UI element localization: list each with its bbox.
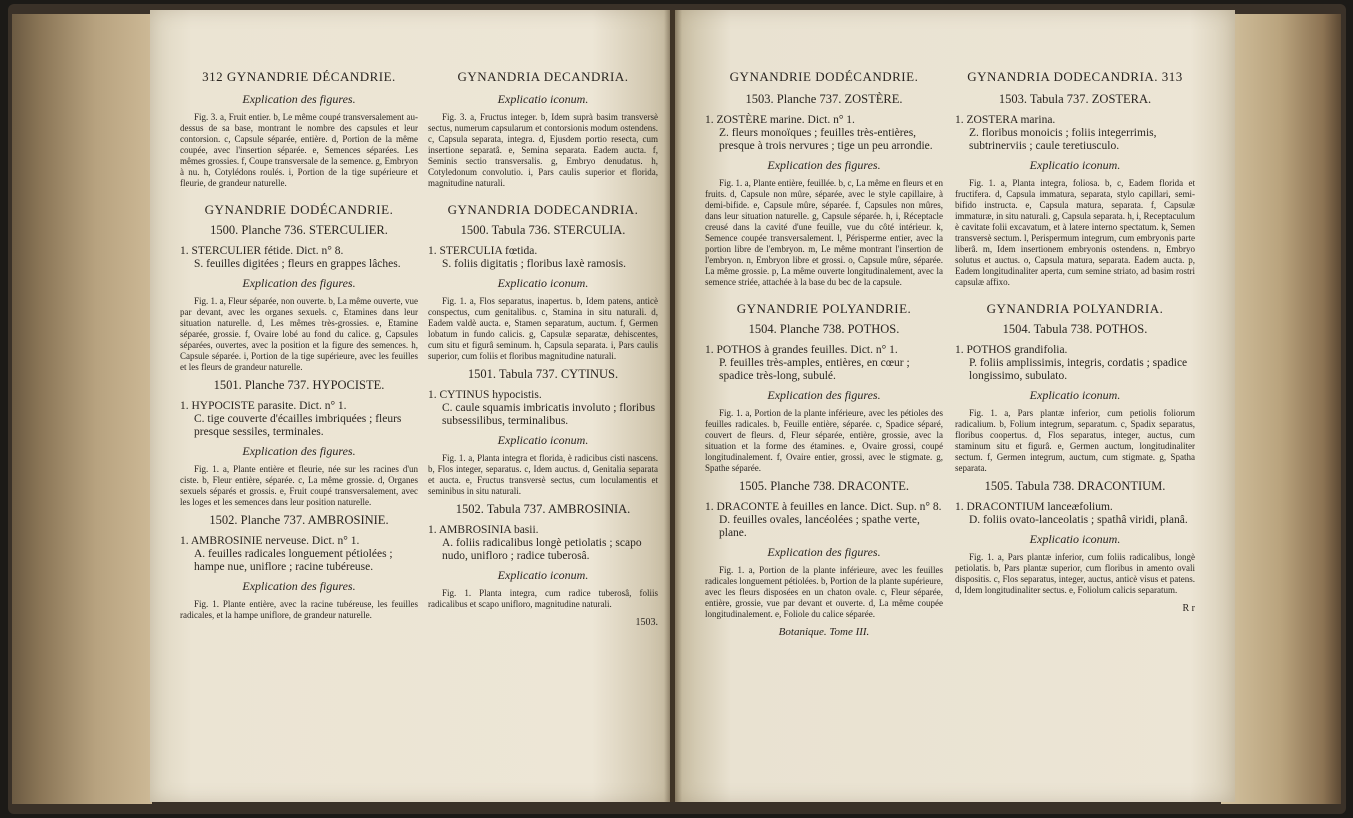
- species-description: S. feuilles digitées ; fleurs en grappes lâches.: [194, 258, 401, 270]
- species-description: P. feuilles très-amples, entières, en cœur ; spadice très-long, subulé.: [719, 357, 910, 382]
- species-entry: [955, 344, 1195, 383]
- explication-heading: Explication des figures.: [767, 158, 881, 172]
- explication-text: Fig. 1. Planta integra, cum radice tuberosâ, foliis radicalibus et scapo unifloro, magnitudine naturali.: [428, 588, 658, 609]
- species-name: 1. STERCULIA fœtida.: [428, 245, 538, 257]
- plate-heading: 1502. Tabula 737. AMBROSINIA.: [455, 502, 631, 516]
- explication-heading: Explicatio iconum.: [497, 276, 589, 290]
- explication-text: Fig. 1. a, Portion de la plante inférieure, avec les feuilles radicales longuement pétiolées. b, Portion de la plante supérieure, avec les fleurs disposées en un chaton ovale. c, Fleur séparée, entière, grossie, vue par devant et ouverte. d, La même coupée longitudinalement. e, Foliole du calice séparée.: [705, 565, 943, 619]
- plate-heading: 1503. Planche 737. ZOSTÈRE.: [745, 92, 903, 106]
- explication-text: Fig. 1. a, Plante entière, feuillée. b, c, La même en fleurs et en fruits. d, Capsule non mûre, séparée, avec le style capillaire, à demi-bifide. e, Capsule mûre, séparée. f, Capsules non mûres, dans leur situation naturelle. g, Capsule séparée. h, i, Réceptacle creusé dans la cavité d'une feuille, vue du côté intérieur. k, Semence coupée transversalement. l, Périsperme entier, avec la portion libre de l'embryon. m, Le même montrant l'insertion de l'embryon. n, Embryon libre et grossi. o, Capsule mûre, séparée. La même grossie. p, La même ouverte longitudinalement, avec la semence striée, attachée à la base du bec de la capsule.: [705, 178, 943, 287]
- catchword: 1503.: [635, 617, 658, 628]
- species-name: 1. DRACONTE à feuilles en lance. Dict. Sup. n° 8.: [705, 501, 942, 513]
- species-entry: [180, 400, 418, 439]
- species-description: A. foliis radicalibus longè petiolatis ; scapo nudo, unifloro ; radice tuberosâ.: [442, 537, 642, 562]
- species-name: 1. POTHOS à grandes feuilles. Dict. n° 1.: [705, 344, 898, 356]
- explication-text: Fig. 3. a, Fructus integer. b, Idem suprà basim transversè sectus, numerum capsularum et contorsionis modum ostendens. c, Capsula separata, integra. d, Ejusdem portio resecta, cum insertione separatâ. e, Semina separata. Eadem aucta. f, Seminis sectio transversalis. g, Embryo denudatus. h, Cotyledonum convolutio. i, Pars caulis superior et florida, magnitudine naturali.: [428, 112, 658, 188]
- species-name: 1. POTHOS grandifolia.: [955, 344, 1068, 356]
- plate-heading: 1505. Tabula 738. DRACONTIUM.: [984, 479, 1166, 493]
- explication-heading: Explicatio iconum.: [1029, 158, 1121, 172]
- genus-heading: GYNANDRIA POLYANDRIA.: [986, 301, 1164, 316]
- plate-heading: 1500. Tabula 736. STERCULIA.: [460, 223, 626, 237]
- column-french-left: [180, 70, 418, 627]
- explication-text: Fig. 1. a, Plante entière et fleurie, née sur les racines d'un ciste. b, Fleur entière, séparée. c, La même grossie. d, Organes sexuels séparés et grossis. e, Fruit coupé transversalement, avec les loges et les semences dans leur position naturelle.: [180, 464, 418, 507]
- species-name: 1. ZOSTÈRE marine. Dict. n° 1.: [705, 114, 855, 126]
- plate-heading: 1500. Planche 736. STERCULIER.: [210, 223, 388, 237]
- species-description: C. caule squamis imbricatis involuto ; floribus subsessilibus, terminalibus.: [442, 402, 656, 427]
- plate-heading: 1501. Planche 737. HYPOCISTE.: [213, 378, 385, 392]
- species-entry: [180, 245, 418, 271]
- species-entry: [705, 114, 943, 153]
- column-french-right: [705, 70, 943, 639]
- species-name: 1. CYTINUS hypocistis.: [428, 389, 542, 401]
- page-edges-left: [12, 14, 152, 804]
- species-entry: [428, 389, 658, 428]
- running-head: 312 GYNANDRIE DÉCANDRIE.: [202, 69, 396, 84]
- species-entry: [428, 524, 658, 563]
- column-latin-right: [955, 70, 1195, 615]
- plate-heading: 1504. Tabula 738. POTHOS.: [1002, 322, 1148, 336]
- species-entry: [955, 501, 1195, 527]
- plate-heading: 1503. Tabula 737. ZOSTERA.: [998, 92, 1152, 106]
- running-head: GYNANDRIA DECANDRIA.: [457, 69, 629, 84]
- signature-line: Botanique. Tome III.: [778, 626, 870, 638]
- species-entry: [955, 114, 1195, 153]
- species-name: 1. ZOSTERA marina.: [955, 114, 1056, 126]
- genus-heading: GYNANDRIE DODÉCANDRIE.: [204, 202, 394, 217]
- plate-heading: 1501. Tabula 737. CYTINUS.: [467, 367, 619, 381]
- explication-heading: Explication des figures.: [242, 444, 356, 458]
- species-description: A. feuilles radicales longuement pétiolées ; hampe nue, uniflore ; racine tubéreuse.: [194, 548, 393, 573]
- explication-heading: Explication des figures.: [767, 545, 881, 559]
- species-description: D. feuilles ovales, lancéolées ; spathe verte, plane.: [719, 514, 920, 539]
- explication-text: Fig. 1. a, Flos separatus, inapertus. b, Idem patens, anticè conspectus, cum genitalibus. c, Stamina in situ naturali. d, Eadem valdè aucta. e, Stamen separatum, auctum. f, Germen lobatum in fundo calicis. g, Capsulæ separatæ, dehiscentes, cum situ et figurâ seminum. h, Capsula separata. i, Pars caulis superior, cum foliis et floribus magnitudine naturali.: [428, 296, 658, 361]
- explication-heading: Explicatio iconum.: [497, 568, 589, 582]
- species-name: 1. AMBROSINIA basii.: [428, 524, 539, 536]
- explication-heading: Explicatio iconum.: [497, 92, 589, 106]
- page-edges-right: [1221, 14, 1341, 804]
- explication-heading: Explication des figures.: [242, 579, 356, 593]
- column-latin-left: [428, 70, 658, 629]
- species-description: Z. fleurs monoïques ; feuilles très-entières, presque à trois nervures ; tige un peu arrondie.: [719, 127, 933, 152]
- species-name: 1. STERCULIER fétide. Dict. n° 8.: [180, 245, 344, 257]
- book-gutter: [664, 10, 682, 802]
- genus-heading: GYNANDRIE POLYANDRIE.: [736, 301, 912, 316]
- plate-heading: 1505. Planche 738. DRACONTE.: [738, 479, 910, 493]
- explication-heading: Explicatio iconum.: [1029, 388, 1121, 402]
- species-name: 1. HYPOCISTE parasite. Dict. n° 1.: [180, 400, 347, 412]
- species-entry: [180, 535, 418, 574]
- explication-text: Fig. 1. a, Planta integra, foliosa. b, c, Eadem florida et fructifera. d, Capsula immatura, separata, stylo capillari, semi-bifido instructa. e, Capsula matura, separata. f, Capsulæ immaturæ, in situ naturali. g, Capsula separata. h, i, Receptaculum è cavitate folii excavatum, et à latere interno spectatum. k, Semen transversè sectum. l, Perispermum integrum, cum embryonis parte liberâ. m, Idem insertionem embryonis ostendens. n, Embryo solutus et auctus. o, Capsula matura, separata. Eadem aucta. p, Eadem longitudinaliter aperta, cum semine striato, ad basim rostri capsulæ affixo.: [955, 178, 1195, 287]
- explication-heading: Explicatio iconum.: [1029, 532, 1121, 546]
- explication-heading: Explicatio iconum.: [497, 433, 589, 447]
- species-description: D. foliis ovato-lanceolatis ; spathâ viridi, planâ.: [969, 514, 1188, 526]
- species-name: 1. AMBROSINIE nerveuse. Dict. n° 1.: [180, 535, 360, 547]
- explication-text: Fig. 1. a, Fleur séparée, non ouverte. b, La même ouverte, vue par devant, avec les organes sexuels. c, Etamines dans leur situation naturelle. d, Les mêmes très-grossies. e, Etamine séparée, grossie. f, Ovaire lobé au fond du calice. g, Capsules séparées, ouvertes, avec la position et la figure des semences. h, Capsule séparée. i, Portion de la tige supérieure, avec les feuilles et les fleurs de grandeur naturelle.: [180, 296, 418, 372]
- explication-text: Fig. 1. a, Planta integra et florida, è radicibus cisti nascens. b, Flos integer, separatus. c, Idem auctus. d, Genitalia separata et aucta. e, Fructus transversè sectus, cum loculamentis et seminibus in situ naturali.: [428, 453, 658, 496]
- species-description: C. tige couverte d'écailles imbriquées ; fleurs presque sessiles, terminales.: [194, 413, 402, 438]
- species-entry: [705, 344, 943, 383]
- species-entry: [428, 245, 658, 271]
- explication-heading: Explication des figures.: [242, 276, 356, 290]
- plate-heading: 1502. Planche 737. AMBROSINIE.: [209, 513, 389, 527]
- plate-heading: 1504. Planche 738. POTHOS.: [748, 322, 900, 336]
- running-head: GYNANDRIA DODECANDRIA. 313: [967, 69, 1183, 84]
- explication-text: Fig. 1. a, Pars plantæ inferior, cum foliis radicalibus, longè petiolatis. b, Pars plantæ superior, cum floribus in amento ovali dispositis. c, Flos separatus, integer, auctus, anticè visus et patens. d, Idem longitudinaliter sectus. e, Foliolum calicis separatum.: [955, 552, 1195, 595]
- species-description: P. foliis amplissimis, integris, cordatis ; spadice longissimo, subulato.: [969, 357, 1188, 382]
- explication-heading: Explication des figures.: [767, 388, 881, 402]
- genus-heading: GYNANDRIA DODECANDRIA.: [447, 202, 639, 217]
- species-name: 1. DRACONTIUM lanceæfolium.: [955, 501, 1113, 513]
- species-entry: [705, 501, 943, 540]
- running-head: GYNANDRIE DODÉCANDRIE.: [729, 69, 919, 84]
- species-description: S. foliis digitatis ; floribus laxè ramosis.: [442, 258, 626, 270]
- species-description: Z. floribus monoicis ; foliis integerrimis, subtrinerviis ; caule teretiusculo.: [969, 127, 1157, 152]
- explication-heading: Explication des figures.: [242, 92, 356, 106]
- explication-text: Fig. 1. a, Portion de la plante inférieure, avec les pétioles des feuilles radicales. b, Feuille entière, séparée. c, Spadice séparé, couvert de fleurs. d, Fleur séparée, entière, grossie, avec la situation et la forme des étamines. e, Ovaire grossi, coupé longitudinalement. f, Ovaire entier, grossi, avec le stigmate. g, Spathe séparée.: [705, 408, 943, 473]
- explication-text: Fig. 1. a, Pars plantæ inferior, cum petiolis foliorum radicalium. b, Folium integrum, separatum. c, Spadix separatus, floribus coopertus. d, Flos separatus, integer, auctus, cum staminum situ et figurâ. e, Germen auctum, longitudinaliter sectum. f, Germen integrum, auctum, cum stigmate. g, Spatha separata.: [955, 408, 1195, 473]
- explication-text: Fig. 3. a, Fruit entier. b, Le même coupé transversalement au-dessus de sa base, montrant le nombre des capsules et leur contorsion. c, Capsule séparée, entière. d, Portion de la même coupée, avec l'insertion séparée. e, Semences séparées. Les mêmes grossies. f, Coupe transversale de la semence. g, Embryon à nu. h, Cotylédons roulés. i, Portion de la tige supérieure et fleurie, de grandeur naturelle.: [180, 112, 418, 188]
- explication-text: Fig. 1. Plante entière, avec la racine tubéreuse, les feuilles radicales, et la hampe uniflore, de grandeur naturelle.: [180, 599, 418, 620]
- signature-mark: R r: [1182, 603, 1195, 614]
